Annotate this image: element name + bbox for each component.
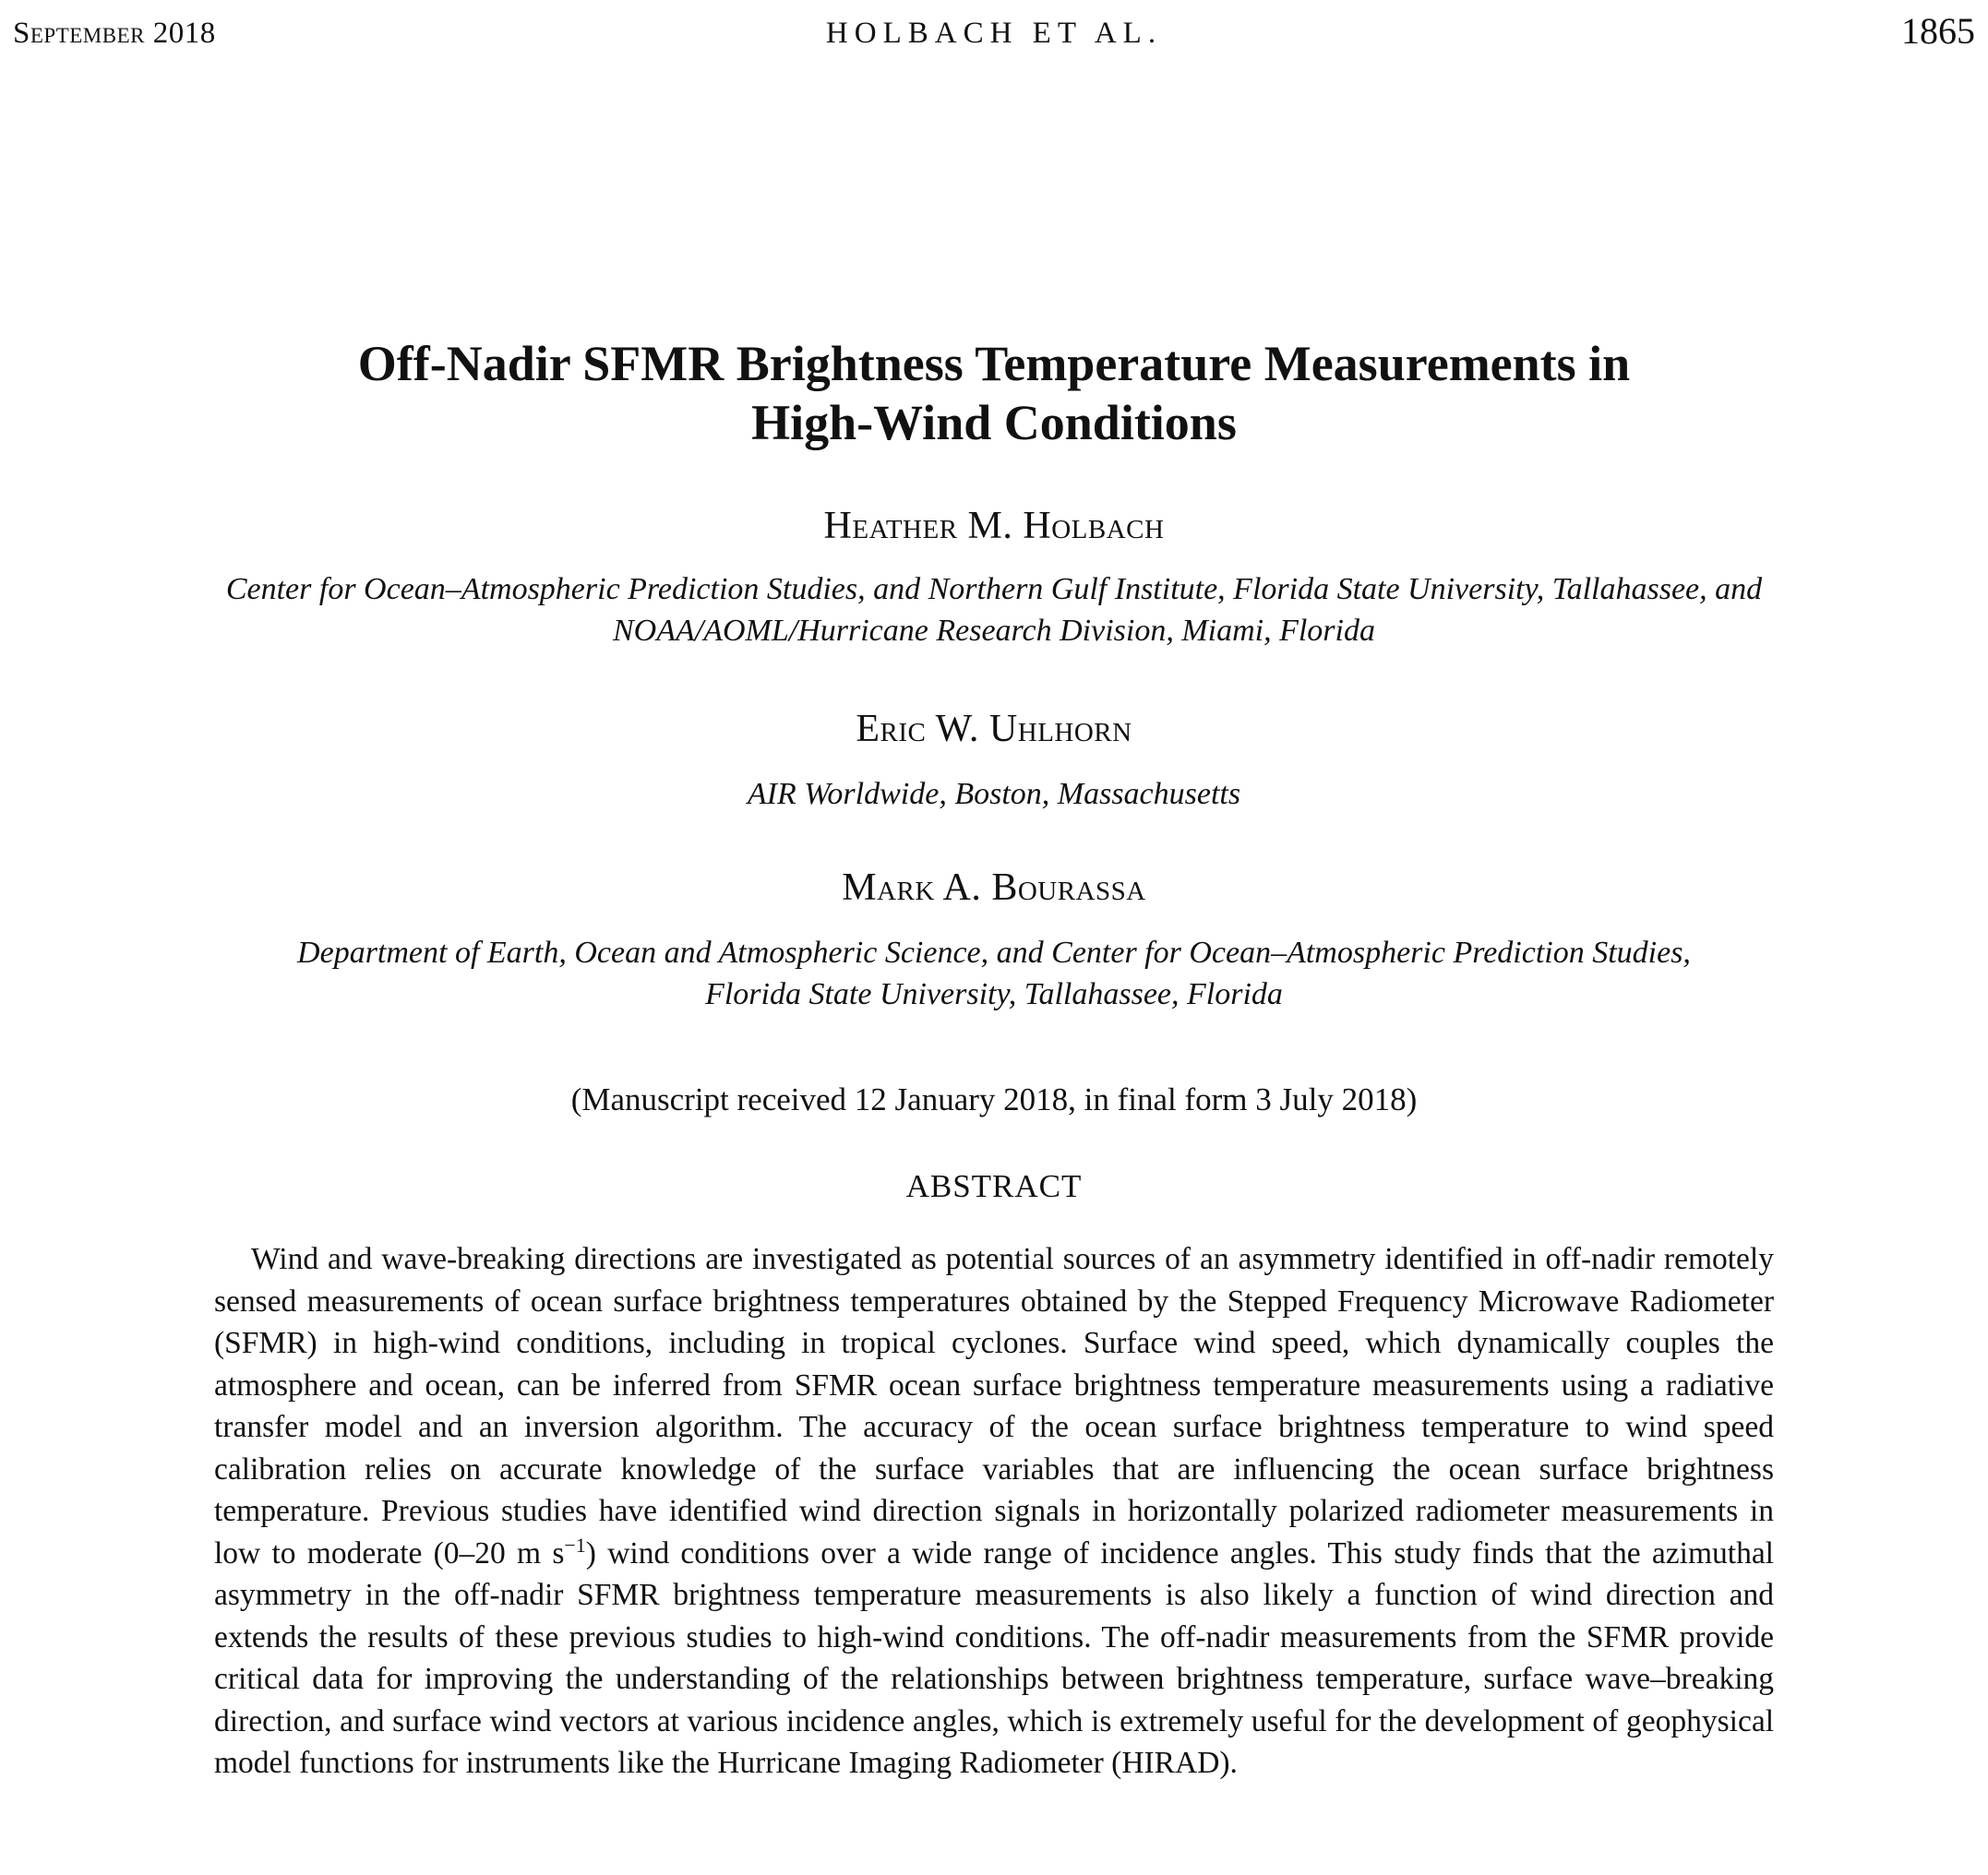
unit-exponent: −1 [564,1533,586,1557]
abstract-text [214,1238,1774,1785]
affiliation-line: Center for Ocean–Atmospheric Prediction Studies, and Northern Gulf Institute, Florida State University, Tallahassee, and [225,572,1763,606]
title-line-2: High-Wind Conditions [751,395,1237,450]
author-2-affiliation [92,773,1896,815]
affiliation-line: NOAA/AOML/Hurricane Research Division, Miami, Florida [613,614,1375,648]
author-3-name: Mark A. Bourassa [842,866,1146,909]
author-3-affiliation [92,932,1896,1015]
title-line-1: Off-Nadir SFMR Brightness Temperature Measurements in [357,336,1631,391]
author-1-name: Heather M. Holbach [823,505,1165,547]
abstract-text-part-2: ) wind conditions over a wide range of incidence angles. This study finds that the azimuthal asymmetry in the off-nadir SFMR brightness temperature measurements is also likely a function of wind direction and extends the results of these previous studies to high-wind conditions. The off-nadir measurements from the SFMR provide critical data for improving the understanding of the relationships between brightness temperature, surface wave–breaking direction, and surface wind vectors at various incidence angles, which is extremely useful for the development of geophysical model functions for instruments like the Hurricane Imaging Radiometer (HIRAD). [214,1535,1774,1780]
affiliation-line: AIR Worldwide, Boston, Massachusetts [747,777,1241,811]
abstract-text-part-1: Wind and wave-breaking directions are investigated as potential sources of an asymmetry identified in off-nadir remotely sensed measurements of ocean surface brightness temperatures obtained by the Stepped Frequency Microwave Radiometer (SFMR) in high-wind conditions, including in tropical cyclones. Surface wind speed, which dynamically couples the atmosphere and ocean, can be inferred from SFMR ocean surface brightness temperature measurements using a radiative transfer model and an inversion algorithm. The accuracy of the ocean surface brightness temperature to wind speed calibration relies on accurate knowledge of the surface variables that are influencing the ocean surface brightness temperature. Previous studies have identified wind direction signals in horizontally polarized radiometer measurements in low to moderate (0–20 m s [214,1242,1774,1570]
manuscript-received: (Manuscript received 12 January 2018, in final form 3 July 2018) [570,1081,1418,1117]
affiliation-line: Department of Earth, Ocean and Atmospheric Science, and Center for Ocean–Atmospheric Prediction Studies, [297,936,1691,970]
paper-title [0,334,1988,452]
running-authors: HOLBACH ET AL. [825,17,1163,50]
abstract-heading: ABSTRACT [905,1168,1083,1204]
affiliation-line: Florida State University, Tallahassee, Florida [705,977,1283,1011]
author-1-affiliation [92,568,1896,651]
journal-date: September 2018 [13,17,216,50]
author-2-name: Eric W. Uhlhorn [856,708,1132,750]
running-head [13,9,1975,50]
page-number: 1865 [1901,10,1975,52]
